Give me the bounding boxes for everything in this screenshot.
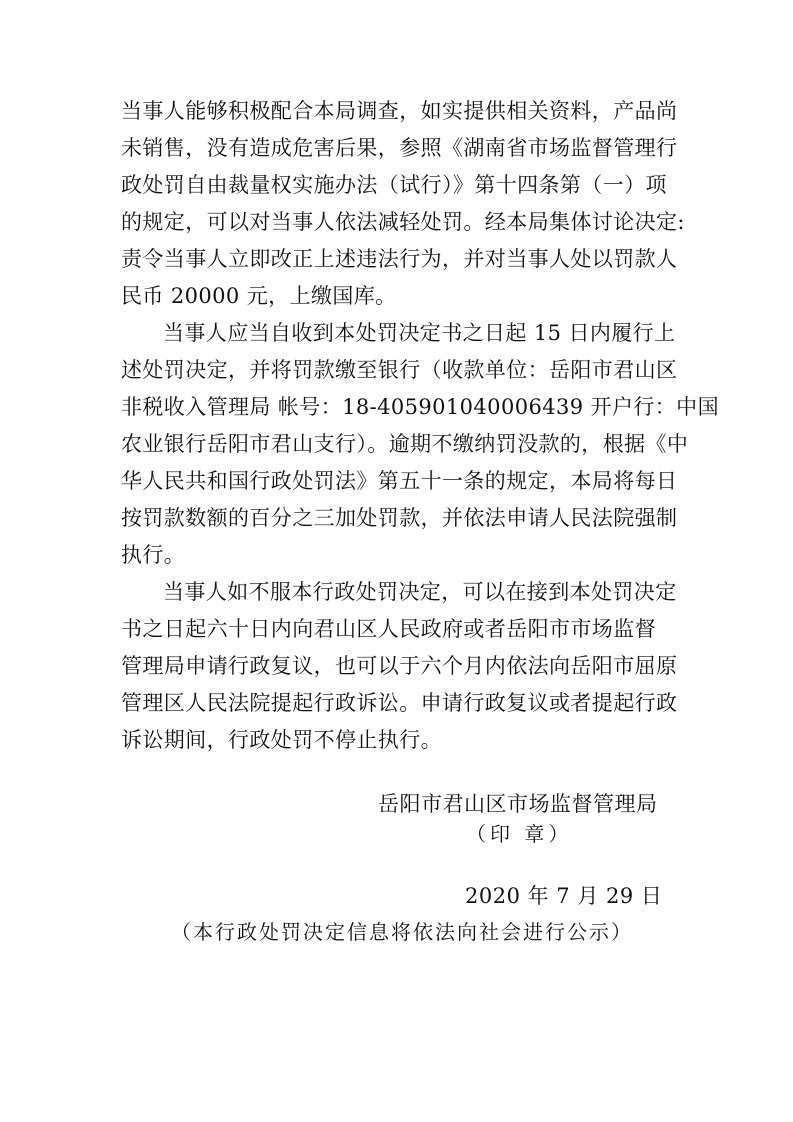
- paragraph-payment-instructions: [121, 315, 719, 574]
- issuer-name: 岳阳市君山区市场监督管理局: [378, 792, 658, 816]
- text-line: 当事人能够积极配合本局调查，如实提供相关资料，产品尚: [121, 99, 678, 123]
- text-line: 述处罚决定，并将罚款缴至银行（收款单位：岳阳市君山区: [121, 358, 678, 382]
- text-line: 责令当事人立即改正上述违法行为，并对当事人处以罚款人: [121, 247, 678, 271]
- text-line: 执行。: [121, 543, 186, 567]
- text-line: 当事人应当自收到本处罚决定书之日起 15 日内履行上: [163, 321, 676, 345]
- text-line: 的规定，可以对当事人依法减轻处罚。经本局集体讨论决定:: [121, 210, 685, 234]
- text-line: 诉讼期间，行政处罚不停止执行。: [121, 728, 442, 752]
- paragraph-penalty-decision: [121, 93, 685, 315]
- public-notice: （本行政处罚决定信息将依法向社会进行公示）: [171, 920, 633, 944]
- text-line: 书之日起六十日内向君山区人民政府或者岳阳市市场监督: [121, 617, 656, 641]
- text-line: 管理区人民法院提起行政诉讼。申请行政复议或者提起行政: [121, 691, 678, 715]
- text-line: 民币 20000 元，上缴国库。: [121, 284, 397, 308]
- text-line: 农业银行岳阳市君山支行）。逾期不缴纳罚没款的，根据《中: [121, 432, 689, 456]
- seal-note: （印 章）: [466, 822, 573, 846]
- text-line: 当事人如不服本行政处罚决定，可以在接到本处罚决定: [163, 580, 677, 604]
- text-line: 非税收入管理局 帐号：18-405901040006439 开户行：中国: [121, 395, 719, 419]
- issue-date: 2020 年 7 月 29 日: [465, 884, 663, 908]
- text-line: 华人民共和国行政处罚法》第五十一条的规定，本局将每日: [121, 469, 678, 493]
- text-line: 政处罚自由裁量权实施办法（试行）》第十四条第（一）项: [121, 173, 667, 197]
- text-line: 未销售，没有造成危害后果，参照《湖南省市场监督管理行: [121, 136, 678, 160]
- text-line: 管理局申请行政复议，也可以于六个月内依法向岳阳市屈原: [121, 654, 678, 678]
- text-line: 按罚款数额的百分之三加处罚款，并依法申请人民法院强制: [121, 506, 678, 530]
- document-body: [121, 93, 719, 759]
- paragraph-appeal-rights: [121, 574, 681, 759]
